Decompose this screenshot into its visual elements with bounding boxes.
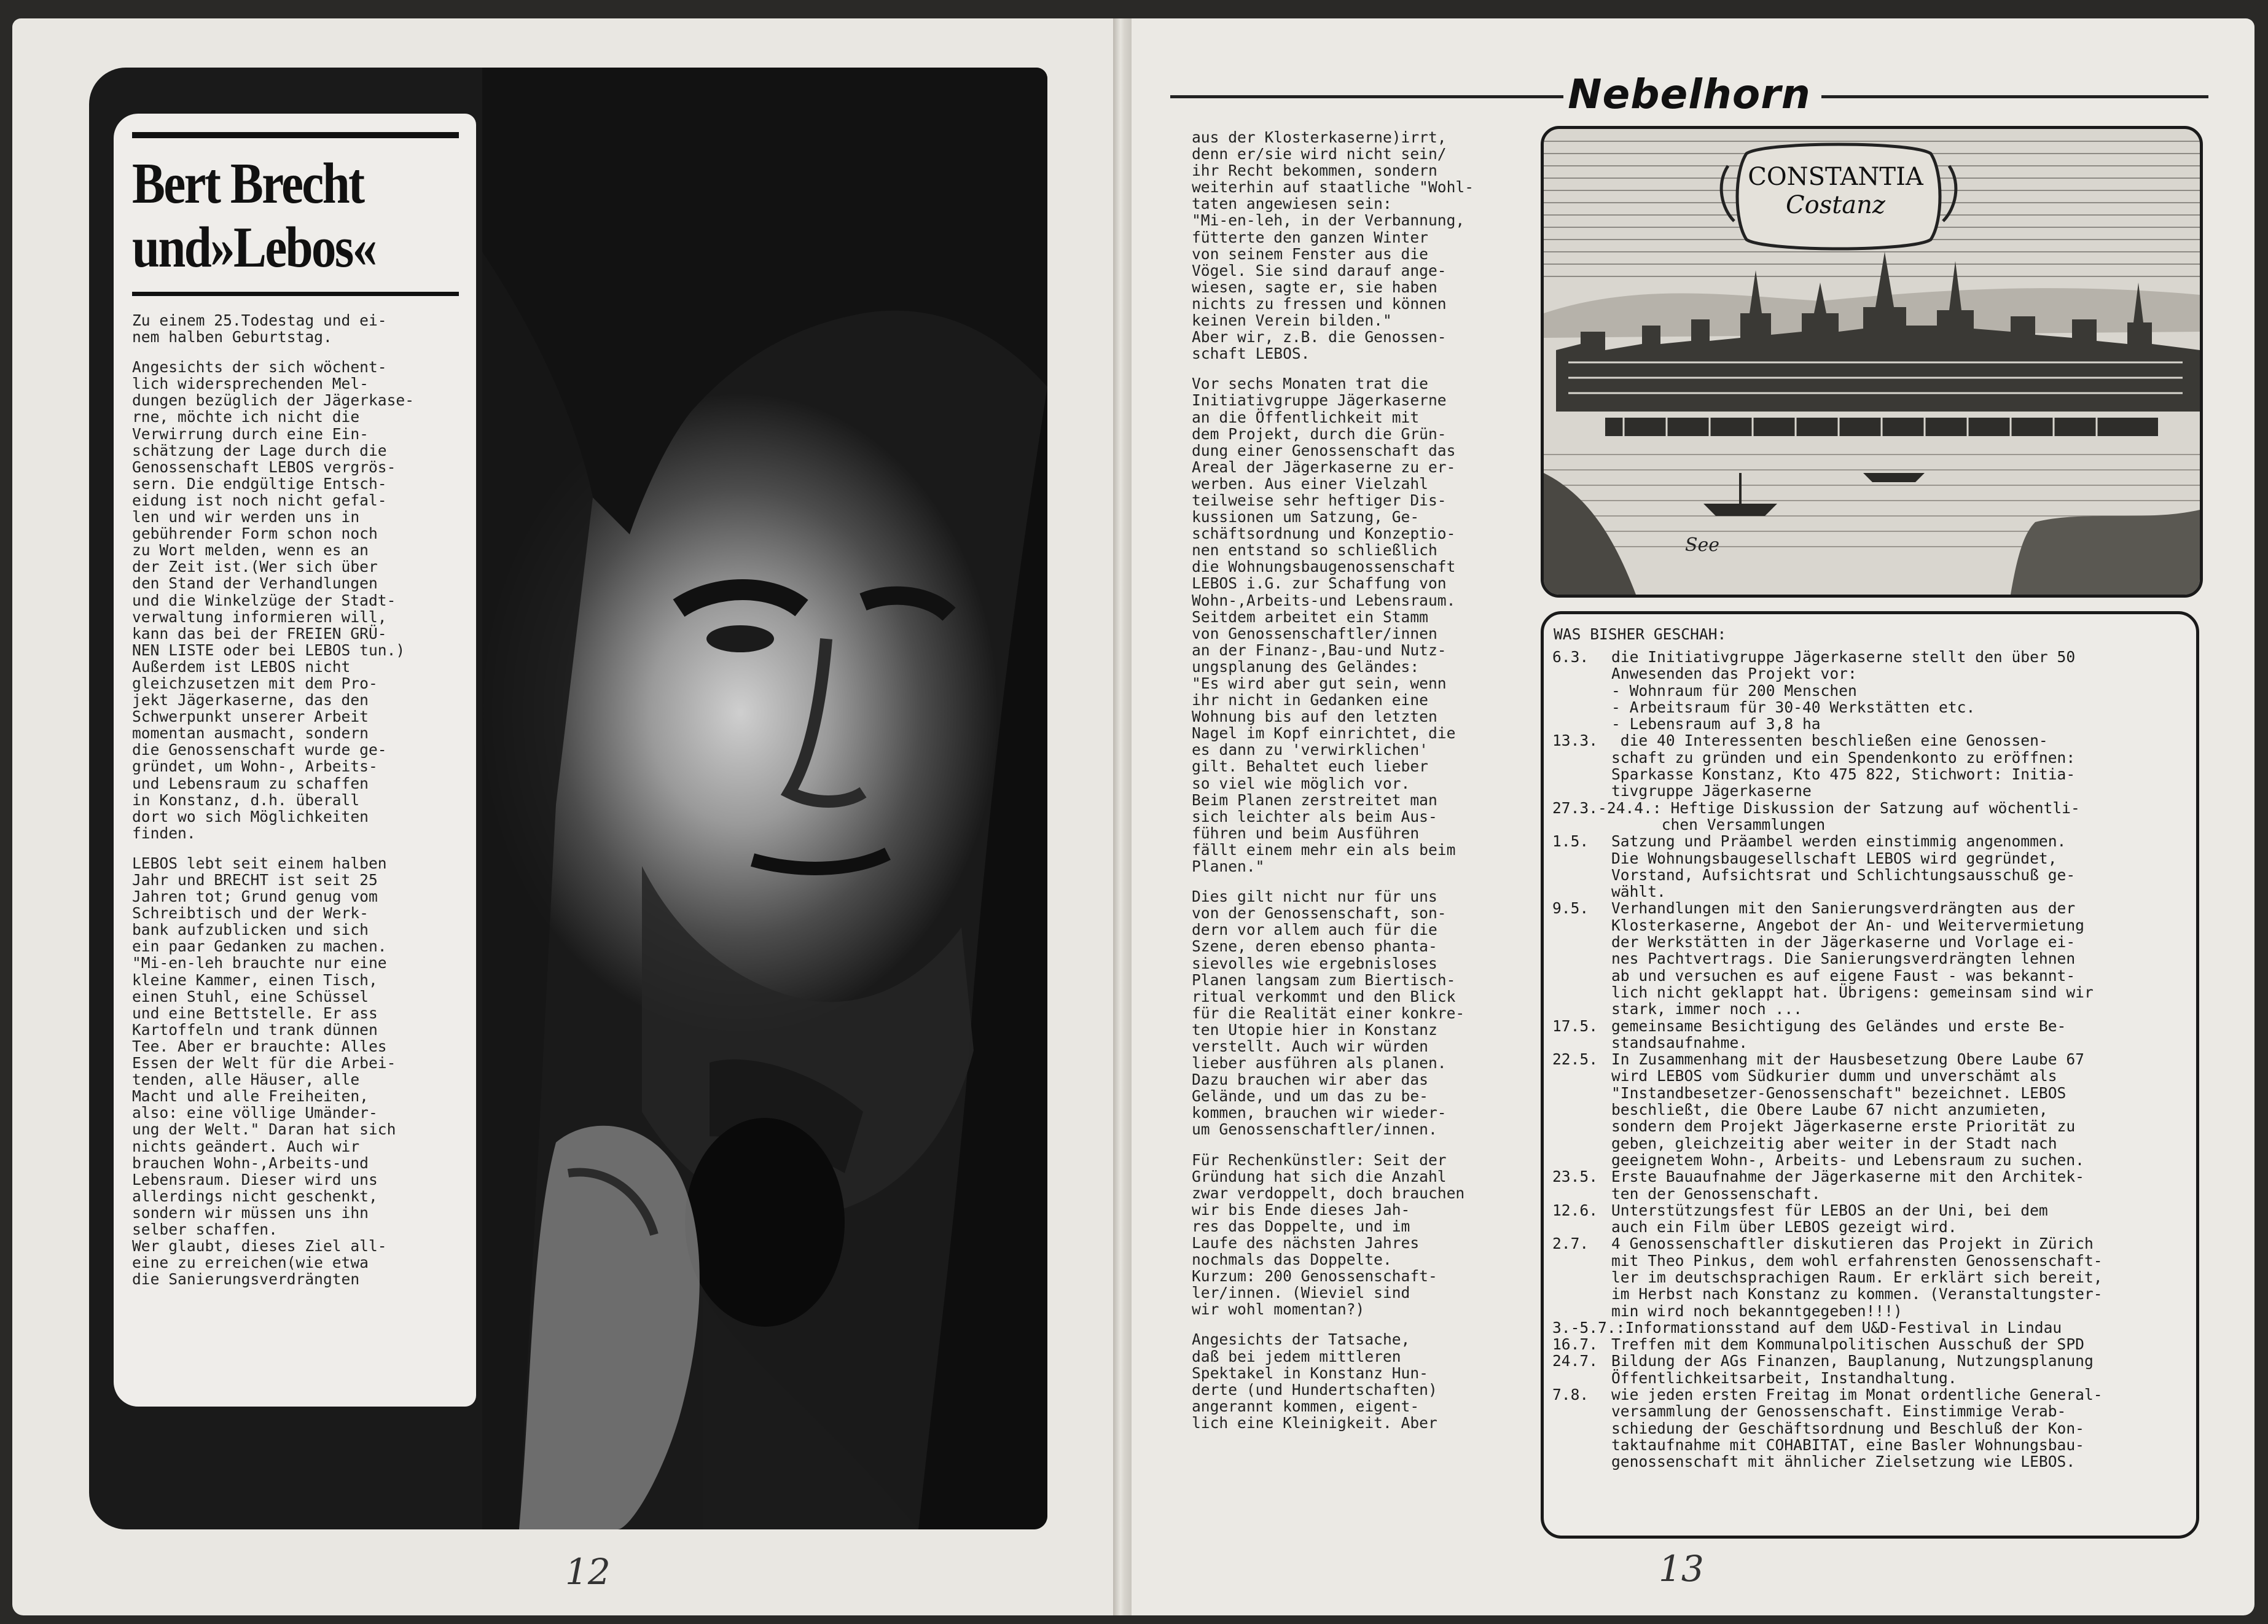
timeline-text: Erste Bauaufnahme der Jägerkaserne mit den Architek- ten der Genossenschaft. (1611, 1168, 2084, 1203)
timeline-date: 22.5. (1552, 1050, 1598, 1069)
timeline-date: 1.5. (1552, 832, 1589, 851)
timeline-entry (1552, 1235, 2188, 1319)
timeline-text: Informationsstand auf dem U&D-Festival in Lindau (1625, 1318, 2062, 1337)
timeline-date: 16.7. (1552, 1335, 1598, 1354)
title-rule-bottom (132, 292, 459, 296)
masthead (1170, 71, 2208, 120)
timeline-text: In Zusammenhang mit der Hausbesetzung Obere Laube 67 wird LEBOS vom Südkurier dumm und unverschämt als "Instandbesetzer-Genossenschaft" bezeichnet. LEBOS beschließt, die Obere Laube 67 nicht anzumieten, sondern dem Projekt Jägerkaserne erste Priorität zu geben, gleichzeitig aber weiter in der Stadt nach geeignetem Wohn-, Arbeits- und Lebensraum zu suchen. (1611, 1050, 2084, 1169)
column-paragraph: Für Rechenkünstler: Seit der Gründung hat sich die Anzahl zwar verdoppelt, doch brauchen wir bis Ende dieses Jah- res das Doppelte, und im Laufe des nächsten Jahres nochmals das Doppelte. Kurzum: 200 Genossenschaft- ler/innen. (Wieviel sind wir wohl momentan?) (1192, 1150, 1465, 1319)
book-spine (1113, 18, 1132, 1615)
timeline-entry (1552, 800, 2188, 833)
timeline-date: 9.5. (1552, 899, 1589, 918)
timeline-entry (1552, 1353, 2188, 1386)
timeline-entry (1552, 1018, 2188, 1052)
timeline-date: 24.7. (1552, 1352, 1598, 1370)
timeline-text: die 40 Interessenten beschließen eine Genossen- schaft zu gründen und ein Spendenkonto zu eröffnen: Sparkasse Konstanz, Kto 475 822, Stichwort: Initia- tivgruppe Jägerkaserne (1611, 732, 2076, 800)
column-paragraph: Dies gilt nicht nur für uns von der Genossenschaft, son- dern vor allem auch für die Szene, deren ebenso phanta- sievolles wie ergebnisloses Planen langsam zum Biertisch- ritual verkommt und den Blick für die Realität einer konkre- ten Utopie hier in Konstanz verstellt. Auch wir würden lieber ausführen als planen. Dazu brauchen wir aber das Gelände, und um das zu be- kommen, brauchen wir wieder- um Genossenschaftler/innen. (1192, 888, 1465, 1139)
timeline-date: 17.5. (1552, 1017, 1598, 1035)
masthead-title: Nebelhorn (1568, 71, 1811, 118)
timeline-text: gemeinsame Besichtigung des Geländes und erste Be- standsaufnahme. (1611, 1017, 2067, 1052)
timeline-entry (1552, 1336, 2188, 1353)
article-title-line-2: und»Lebos« (132, 216, 376, 279)
article-continuation-column (1192, 129, 1536, 1431)
page-number-right: 13 (1659, 1548, 1704, 1590)
timeline-entry (1552, 1319, 2188, 1336)
title-rule-top (132, 132, 459, 138)
column-paragraph: Vor sechs Monaten trat die Initiativgruppe Jägerkaserne an die Öffentlichkeit mit dem Projekt, durch die Grün- dung einer Genossenschaft das Areal der Jägerkaserne zu er- werben. Aus einer Vielzahl teilweise sehr heftiger Dis- kussionen um Satzung, Ge- schäftsordnung und Konzeptio- nen entstand so schließlich die Wohnungsbaugenossenschaft LEBOS i.G. zur Schaffung von Wohn-,Arbeits-und Lebensraum. Seitdem arbeitet ein Stamm von Genossenschaftler/innen an der Finanz-,Bau-und Nutz- ungsplanung des Geländes: "Es wird aber gut sein, wenn ihr nicht in Gedanken eine Wohnung bis auf den letzten Nagel im Kopf einrichtet, die es dann zu 'verwirklichen' gilt. Behaltet euch lieber so viel wie möglich vor. Beim Planen zerstreitet man sich leichter als beim Aus- führen und beim Ausführen fällt einem mehr ein als beim Planen." (1192, 375, 1456, 876)
timeline-text: 4 Genossenschaftler diskutieren das Projekt in Zürich mit Theo Pinkus, dem wohl erfahrensten Genossenschaft- ler im deutschsprachigen Raum. Er erklärt sich bereit, im Herbst nach Konstanz zu kommen. (Veranstaltungster- min wird noch bekanntgegeben!!!) (1611, 1235, 2103, 1320)
cartouche-line-2: Costanz (1786, 191, 1885, 219)
article-title-line-1: Bert Brecht (132, 152, 364, 216)
timeline-heading: WAS BISHER GESCHAH: (1554, 625, 1727, 643)
timeline-text: Verhandlungen mit den Sanierungsverdrängten aus der Klosterkaserne, Angebot der An- und Weitervermietung der Werkstätten in der Jägerkaserne und Vorlage ei- nes Pachtvertrags. Die Sanierungsverdrängten lehnen ab und versuchen es auf eigene Faust - was bekannt- lich nicht geklappt hat. Übrigens: gemeinsam sind wir stark, immer noch ... (1611, 899, 2094, 1018)
timeline-entry (1552, 1168, 2188, 1202)
timeline-text: Satzung und Präambel werden einstimmig angenommen. Die Wohnungsbaugesellschaft LEBOS wird gegründet, Vorstand, Aufsichtsrat und Schlichtungsausschuß ge- wählt. (1611, 832, 2076, 901)
article-title (132, 152, 413, 279)
timeline-date: 3.-5.7.: (1552, 1318, 1625, 1337)
timeline-entry (1552, 1051, 2188, 1168)
column-paragraph: aus der Klosterkaserne)irrt, denn er/sie wird nicht sein/ ihr Recht bekommen, sondern weiterhin auf staatliche "Wohl- taten angewiesen sein: "Mi-en-leh, in der Verbannung, fütterte den ganzen Winter von seinem Fenster aus die Vögel. Sie sind darauf ange- wiesen, sagte er, sie haben nichts zu fressen und können keinen Verein bilden." Aber wir, z.B. die Genossen- schaft LEBOS. (1192, 128, 1474, 363)
timeline-entry (1552, 900, 2188, 1017)
timeline-text: Heftige Diskussion der Satzung auf wöchentli- chen Versammlungen (1661, 798, 2080, 833)
timeline-entry (1552, 1202, 2188, 1236)
timeline-date: 27.3.-24.4.: (1552, 798, 1662, 817)
timeline-text: Treffen mit dem Kommunalpolitischen Ausschuß der SPD (1611, 1335, 2084, 1354)
body-paragraph: Angesichts der sich wöchent- lich widersprechenden Mel- dungen bezüglich der Jägerkase- rne, möchte ich nicht die Verwirrung durch eine Ein- schätzung der Lage durch die Genossenschaft LEBOS vergrös- sern. Die endgültige Entsch- eidung ist noch nicht gefal- len und wir werden uns in gebührender Form schon noch zu Wort melden, wenn es an der Zeit ist.(Wer sich über den Stand der Verhandlungen und die Winkelzüge der Stadt- verwaltung informieren will, kann das bei der FREIEN GRÜ- NEN LISTE oder bei LEBOS tun.) Außerdem ist LEBOS nicht gleichzusetzen mit dem Pro- jekt Jägerkaserne, das den Schwerpunkt unserer Arbeit momentan ausmacht, sondern die Genossenschaft wurde ge- gründet, um Wohn-, Arbeits- und Lebensraum zu schaffen in Konstanz, d.h. überall dort wo sich Möglichkeiten finden. (132, 358, 415, 842)
timeline-date: 6.3. (1552, 648, 1589, 666)
timeline-date: 2.7. (1552, 1235, 1589, 1253)
timeline-box (1541, 611, 2199, 1539)
timeline-text: die Initiativgruppe Jägerkaserne stellt den über 50 Anwesenden das Projekt vor: - Wohnraum für 200 Menschen - Arbeitsraum für 30-40 Werkstätten etc. - Lebensraum auf 3,8 ha (1611, 648, 2076, 733)
timeline-text: wie jeden ersten Freitag im Monat ordentliche General- versammlung der Genossenschaft. Einstimmige Verab- schiedung der Geschäftsordnung und Beschluß der Kon- taktaufnahme mit COHABITAT, eine Basler Wohnungsbau- genossenschaft mit ähnlicher Zielsetzung wie LEBOS. (1611, 1386, 2103, 1471)
timeline-date: 12.6. (1552, 1201, 1598, 1219)
timeline-date: 7.8. (1552, 1386, 1589, 1404)
timeline-text: Unterstützungsfest für LEBOS an der Uni, bei dem auch ein Film über LEBOS gezeigt wird. (1611, 1201, 2048, 1236)
column-paragraph: Angesichts der Tatsache, daß bei jedem mittleren Spektakel in Konstanz Hun- derte (und Hundertschaften) angerannt kommen, eigent- lich eine Kleinigkeit. Aber (1192, 1330, 1437, 1432)
konstanz-engraving (1541, 126, 2203, 598)
intro-paragraph: Zu einem 25.Todestag und ei- nem halben Geburtstag. (132, 311, 387, 346)
cartouche-line-1: CONSTANTIA (1748, 163, 1923, 191)
timeline-text: Bildung der AGs Finanzen, Bauplanung, Nutzungsplanung Öffentlichkeitsarbeit, Instandhaltung. (1611, 1352, 2094, 1387)
body-paragraph: LEBOS lebt seit einem halben Jahr und BRECHT ist seit 25 Jahren tot; Grund genug vom Schreibtisch und der Werk- bank aufzublicken und sich ein paar Gedanken zu machen. "Mi-en-leh brauchte nur eine kleine Kammer, einen Tisch, einen Stuhl, eine Schüssel und eine Bettstelle. Er ass Kartoffeln und trank dünnen Tee. Aber er brauchte: Alles Essen der Welt für die Arbei- tenden, alle Häuser, alle Macht und alle Freiheiten, also: eine völlige Umänder- ung der Welt." Daran hat sich nichts geändert. Auch wir brauchen Wohn-,Arbeits-und Lebensraum. Dieser wird uns allerdings nicht geschenkt, sondern wir müssen uns ihn selber schaffen. Wer glaubt, dieses Ziel all- eine zu erreichen(wie etwa die Sanierungsverdrängten (132, 854, 396, 1289)
timeline-entry (1552, 732, 2188, 799)
timeline-entry (1552, 833, 2188, 900)
page-number-left: 12 (565, 1551, 611, 1593)
timeline-entry (1552, 1386, 2188, 1470)
timeline-date: 23.5. (1552, 1168, 1598, 1186)
timeline-date: 13.3. (1552, 732, 1598, 750)
engraving-water-label: See (1685, 534, 1720, 556)
timeline-entry (1552, 649, 2188, 732)
engraving-cartouche (1743, 163, 1928, 219)
article-text-box (114, 114, 476, 1407)
